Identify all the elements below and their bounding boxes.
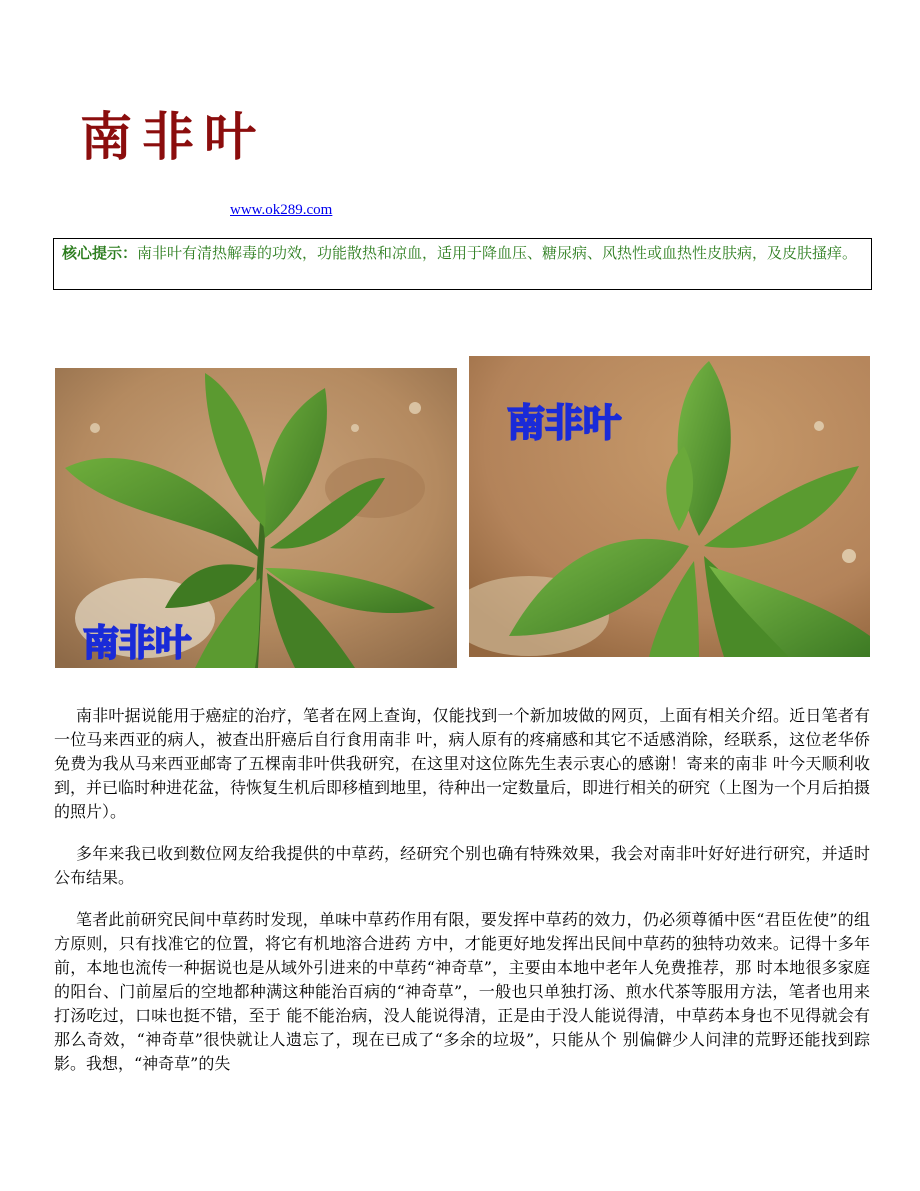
- photo-caption-1: 南非叶: [83, 623, 192, 664]
- tip-text: 南非叶有清热解毒的功效，功能散热和凉血，适用于降血压、糖尿病、风热性或血热性皮肤病，及皮肤搔痒。: [137, 244, 858, 262]
- plant-photo-1: [55, 368, 457, 668]
- photo-caption-2: 南非叶: [507, 401, 622, 445]
- paragraph-3: 笔者此前研究民间中草药时发现，单味中草药作用有限，要发挥中草药的效力，仍必须尊循中医“君臣佐使”的组方原则，只有找准它的位置，将它有机地溶合进药 方中，才能更好地发挥出民间中草药的独特功效来。记得十多年前，本地也流传一种据说也是从域外引进来的中草药“神奇草”，主要由本地中老年人免费推荐，那 时本地很多家庭的阳台、门前屋后的空地都种满这种能治百病的“神奇草”，一般也只单独打汤、煎水代茶等服用方法，笔者也用来打汤吃过，口味也挺不错，至于 能不能治病，没人能说得清，正是由于没人能说得清，中草药本身也不见得就会有那么奇效，“神奇草”很快就让人遗忘了，现在已成了“多余的垃圾”，只能从个 别偏僻少人问津的荒野还能找到踪影。我想，“神奇草”的失: [54, 910, 870, 1073]
- paragraph-1: 南非叶据说能用于癌症的治疗，笔者在网上查询，仅能找到一个新加坡做的网页，上面有相关介绍。近日笔者有一位马来西亚的病人，被查出肝癌后自行食用南非 叶，病人原有的疼痛感和其它不适感消除，经联系，这位老华侨免费为我从马来西亚邮寄了五棵南非叶供我研究，在这里对这位陈先生表示衷心的感谢！寄来的南非 叶今天顺利收到，并已临时种进花盆，待恢复生机后即移植到地里，待种出一定数量后，即进行相关的研究（上图为一个月后拍摄的照片）。: [54, 706, 871, 821]
- paragraph-2: 多年来我已收到数位网友给我提供的中草药，经研究个别也确有特殊效果，我会对南非叶好好进行研究，并适时公布结果。: [54, 844, 870, 887]
- site-link[interactable]: www.ok289.com: [230, 202, 333, 218]
- plant-photo-2: [469, 356, 870, 657]
- page-title: 南非叶: [80, 108, 267, 168]
- tip-label: 核心提示：: [62, 244, 138, 262]
- core-tip-box: [53, 238, 872, 290]
- plant-photo-1-image: [55, 368, 457, 668]
- plant-photo-2-image: [469, 356, 870, 657]
